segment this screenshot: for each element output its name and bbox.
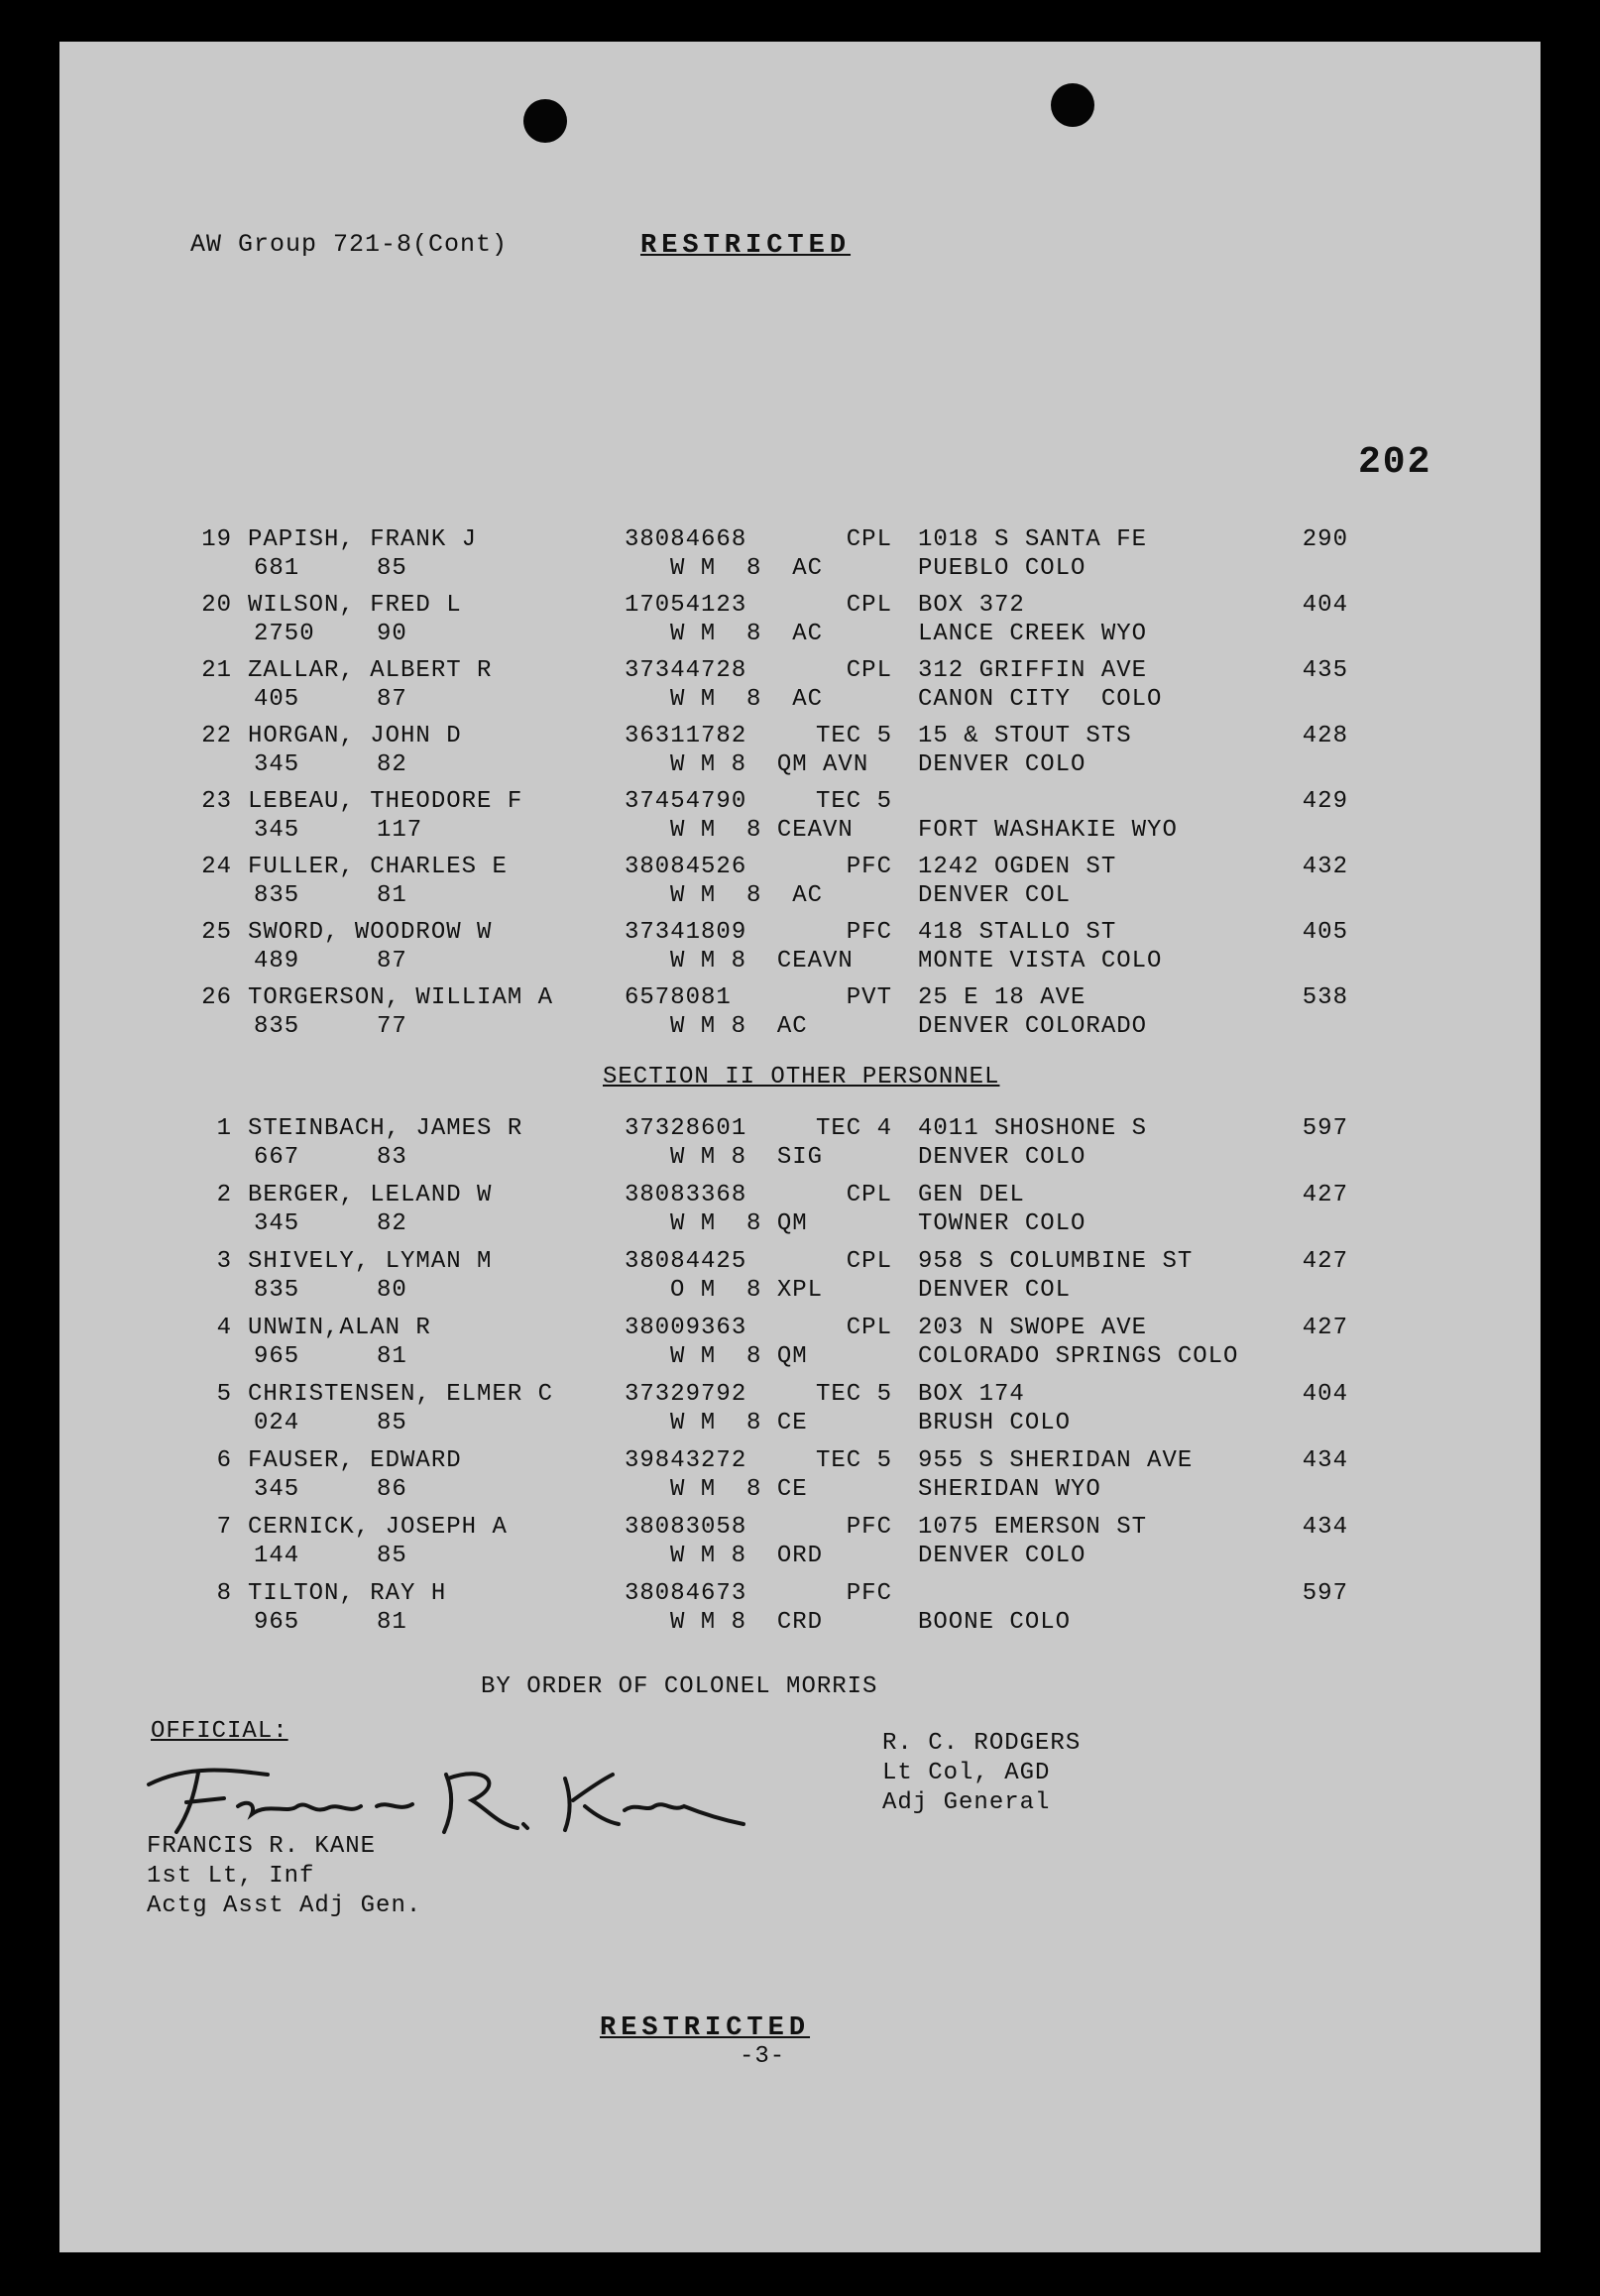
address-line-1: 1075 EMERSON ST bbox=[918, 1514, 1148, 1541]
code-number: 597 bbox=[1302, 1115, 1348, 1142]
personnel-name: LEBEAU, THEODORE F bbox=[248, 788, 523, 815]
aptitude-score: 86 bbox=[377, 1476, 407, 1503]
aptitude-score: 85 bbox=[377, 555, 407, 582]
address-line-2: TOWNER COLO bbox=[918, 1210, 1086, 1237]
punch-hole-right bbox=[1051, 83, 1094, 127]
serial-number: 39843272 bbox=[625, 1447, 747, 1474]
authority-title: Adj General bbox=[882, 1789, 1051, 1816]
serial-number: 38084425 bbox=[625, 1248, 747, 1275]
specialty-code: 681 bbox=[254, 555, 300, 582]
personnel-row bbox=[59, 722, 1541, 781]
personnel-row bbox=[59, 1247, 1541, 1307]
serial-number: 38084673 bbox=[625, 1580, 747, 1607]
personnel-row bbox=[59, 1579, 1541, 1639]
personnel-name: STEINBACH, JAMES R bbox=[248, 1115, 523, 1142]
document-reference: AW Group 721-8(Cont) bbox=[190, 230, 509, 259]
address-line-2: FORT WASHAKIE WYO bbox=[918, 817, 1178, 844]
grade: PVT bbox=[846, 984, 892, 1011]
aptitude-score: 81 bbox=[377, 882, 407, 909]
official-title: Actg Asst Adj Gen. bbox=[147, 1893, 422, 1919]
section-title: SECTION II OTHER PERSONNEL bbox=[603, 1064, 1000, 1091]
grade: TEC 4 bbox=[815, 1115, 892, 1142]
personnel-row bbox=[59, 1446, 1541, 1506]
personnel-row bbox=[59, 853, 1541, 912]
entry-number: 3 bbox=[216, 1248, 232, 1275]
code-number: 538 bbox=[1302, 984, 1348, 1011]
entry-number: 4 bbox=[216, 1315, 232, 1341]
address-line-2: PUEBLO COLO bbox=[918, 555, 1086, 582]
grade: CPL bbox=[846, 1182, 892, 1208]
personnel-name: FULLER, CHARLES E bbox=[248, 854, 508, 880]
specialty-code: 345 bbox=[254, 817, 300, 844]
authority-block bbox=[882, 1729, 1081, 1818]
specialty-code: 965 bbox=[254, 1609, 300, 1636]
personnel-row bbox=[59, 1114, 1541, 1174]
address-line-2: SHERIDAN WYO bbox=[918, 1476, 1101, 1503]
specialty-code: 835 bbox=[254, 882, 300, 909]
address-line-2: BOONE COLO bbox=[918, 1609, 1072, 1636]
personnel-row bbox=[59, 1513, 1541, 1572]
specialty-code: 667 bbox=[254, 1144, 300, 1171]
personnel-row bbox=[59, 525, 1541, 585]
personnel-row bbox=[59, 983, 1541, 1043]
personnel-name: WILSON, FRED L bbox=[248, 592, 462, 619]
specialty-code: 024 bbox=[254, 1410, 300, 1436]
race-sex-class-branch: W M 8 CE bbox=[670, 1476, 808, 1503]
entry-number: 19 bbox=[201, 526, 232, 553]
race-sex-class-branch: W M 8 AC bbox=[670, 621, 824, 647]
address-line-1: 203 N SWOPE AVE bbox=[918, 1315, 1148, 1341]
address-line-1: 418 STALLO ST bbox=[918, 919, 1117, 946]
entry-number: 21 bbox=[201, 657, 232, 684]
address-line-1: 958 S COLUMBINE ST bbox=[918, 1248, 1194, 1275]
classification-header: RESTRICTED bbox=[640, 231, 852, 261]
code-number: 435 bbox=[1302, 657, 1348, 684]
race-sex-class-branch: W M 8 AC bbox=[670, 1013, 808, 1040]
serial-number: 38083058 bbox=[625, 1514, 747, 1541]
entry-number: 26 bbox=[201, 984, 232, 1011]
aptitude-score: 82 bbox=[377, 1210, 407, 1237]
personnel-name: TORGERSON, WILLIAM A bbox=[248, 984, 554, 1011]
race-sex-class-branch: W M 8 AC bbox=[670, 555, 824, 582]
personnel-name: TILTON, RAY H bbox=[248, 1580, 447, 1607]
official-label: OFFICIAL: bbox=[151, 1718, 288, 1745]
grade: TEC 5 bbox=[815, 1381, 892, 1408]
personnel-name: SWORD, WOODROW W bbox=[248, 919, 493, 946]
aptitude-score: 90 bbox=[377, 621, 407, 647]
specialty-code: 835 bbox=[254, 1277, 300, 1304]
address-line-1: BOX 174 bbox=[918, 1381, 1025, 1408]
aptitude-score: 82 bbox=[377, 751, 407, 778]
address-line-1: 15 & STOUT STS bbox=[918, 723, 1132, 749]
race-sex-class-branch: W M 8 CRD bbox=[670, 1609, 824, 1636]
serial-number: 38084668 bbox=[625, 526, 747, 553]
code-number: 404 bbox=[1302, 592, 1348, 619]
address-line-2: DENVER COLO bbox=[918, 1144, 1086, 1171]
official-block bbox=[147, 1832, 421, 1921]
classification-footer: RESTRICTED bbox=[600, 2013, 811, 2043]
personnel-name: PAPISH, FRANK J bbox=[248, 526, 478, 553]
address-line-1: 1018 S SANTA FE bbox=[918, 526, 1148, 553]
aptitude-score: 81 bbox=[377, 1343, 407, 1370]
address-line-1: 955 S SHERIDAN AVE bbox=[918, 1447, 1194, 1474]
serial-number: 17054123 bbox=[625, 592, 747, 619]
punch-hole-left bbox=[523, 99, 567, 143]
entry-number: 1 bbox=[216, 1115, 232, 1142]
serial-number: 36311782 bbox=[625, 723, 747, 749]
personnel-row bbox=[59, 591, 1541, 650]
code-number: 434 bbox=[1302, 1514, 1348, 1541]
address-line-2: COLORADO SPRINGS COLO bbox=[918, 1343, 1239, 1370]
race-sex-class-branch: W M 8 QM AVN bbox=[670, 751, 869, 778]
code-number: 429 bbox=[1302, 788, 1348, 815]
entry-number: 2 bbox=[216, 1182, 232, 1208]
code-number: 427 bbox=[1302, 1182, 1348, 1208]
address-line-2: DENVER COLO bbox=[918, 1543, 1086, 1569]
grade: PFC bbox=[846, 1514, 892, 1541]
address-line-1: GEN DEL bbox=[918, 1182, 1025, 1208]
address-line-2: DENVER COLORADO bbox=[918, 1013, 1148, 1040]
aptitude-score: 80 bbox=[377, 1277, 407, 1304]
page-number-stamp: 202 bbox=[1358, 441, 1432, 484]
official-rank: 1st Lt, Inf bbox=[147, 1863, 315, 1890]
authority-name: R. C. RODGERS bbox=[882, 1730, 1082, 1757]
grade: TEC 5 bbox=[815, 1447, 892, 1474]
grade: CPL bbox=[846, 1248, 892, 1275]
entry-number: 6 bbox=[216, 1447, 232, 1474]
personnel-name: CHRISTENSEN, ELMER C bbox=[248, 1381, 554, 1408]
grade: PFC bbox=[846, 919, 892, 946]
personnel-row bbox=[59, 1181, 1541, 1240]
specialty-code: 345 bbox=[254, 751, 300, 778]
entry-number: 5 bbox=[216, 1381, 232, 1408]
personnel-row bbox=[59, 1380, 1541, 1439]
code-number: 597 bbox=[1302, 1580, 1348, 1607]
grade: PFC bbox=[846, 1580, 892, 1607]
aptitude-score: 81 bbox=[377, 1609, 407, 1636]
address-line-2: CANON CITY COLO bbox=[918, 686, 1163, 713]
specialty-code: 835 bbox=[254, 1013, 300, 1040]
race-sex-class-branch: W M 8 QM bbox=[670, 1343, 808, 1370]
race-sex-class-branch: W M 8 QM bbox=[670, 1210, 808, 1237]
entry-number: 23 bbox=[201, 788, 232, 815]
race-sex-class-branch: O M 8 XPL bbox=[670, 1277, 824, 1304]
personnel-row bbox=[59, 1314, 1541, 1373]
code-number: 427 bbox=[1302, 1248, 1348, 1275]
official-name: FRANCIS R. KANE bbox=[147, 1833, 377, 1860]
race-sex-class-branch: W M 8 AC bbox=[670, 882, 824, 909]
personnel-row bbox=[59, 918, 1541, 977]
grade: CPL bbox=[846, 657, 892, 684]
specialty-code: 405 bbox=[254, 686, 300, 713]
entry-number: 22 bbox=[201, 723, 232, 749]
address-line-1: 25 E 18 AVE bbox=[918, 984, 1086, 1011]
race-sex-class-branch: W M 8 SIG bbox=[670, 1144, 824, 1171]
personnel-name: UNWIN,ALAN R bbox=[248, 1315, 431, 1341]
entry-number: 25 bbox=[201, 919, 232, 946]
race-sex-class-branch: W M 8 ORD bbox=[670, 1543, 824, 1569]
personnel-name: HORGAN, JOHN D bbox=[248, 723, 462, 749]
specialty-code: 345 bbox=[254, 1476, 300, 1503]
address-line-2: BRUSH COLO bbox=[918, 1410, 1072, 1436]
code-number: 405 bbox=[1302, 919, 1348, 946]
footer-page-number: -3- bbox=[740, 2043, 786, 2070]
entry-number: 20 bbox=[201, 592, 232, 619]
code-number: 404 bbox=[1302, 1381, 1348, 1408]
grade: CPL bbox=[846, 1315, 892, 1341]
serial-number: 37454790 bbox=[625, 788, 747, 815]
personnel-name: SHIVELY, LYMAN M bbox=[248, 1248, 493, 1275]
aptitude-score: 87 bbox=[377, 686, 407, 713]
aptitude-score: 117 bbox=[377, 817, 423, 844]
race-sex-class-branch: W M 8 CE bbox=[670, 1410, 808, 1436]
address-line-2: LANCE CREEK WYO bbox=[918, 621, 1148, 647]
serial-number: 37341809 bbox=[625, 919, 747, 946]
address-line-1: BOX 372 bbox=[918, 592, 1025, 619]
code-number: 428 bbox=[1302, 723, 1348, 749]
grade: TEC 5 bbox=[815, 723, 892, 749]
aptitude-score: 77 bbox=[377, 1013, 407, 1040]
document-page bbox=[59, 42, 1541, 2252]
code-number: 432 bbox=[1302, 854, 1348, 880]
specialty-code: 2750 bbox=[254, 621, 315, 647]
signature-image bbox=[129, 1745, 763, 1844]
serial-number: 37344728 bbox=[625, 657, 747, 684]
code-number: 427 bbox=[1302, 1315, 1348, 1341]
serial-number: 37329792 bbox=[625, 1381, 747, 1408]
specialty-code: 965 bbox=[254, 1343, 300, 1370]
serial-number: 38083368 bbox=[625, 1182, 747, 1208]
entry-number: 8 bbox=[216, 1580, 232, 1607]
code-number: 290 bbox=[1302, 526, 1348, 553]
personnel-row bbox=[59, 787, 1541, 847]
serial-number: 38084526 bbox=[625, 854, 747, 880]
specialty-code: 345 bbox=[254, 1210, 300, 1237]
grade: CPL bbox=[846, 592, 892, 619]
authority-rank: Lt Col, AGD bbox=[882, 1760, 1051, 1786]
address-line-2: MONTE VISTA COLO bbox=[918, 948, 1163, 975]
personnel-name: FAUSER, EDWARD bbox=[248, 1447, 462, 1474]
race-sex-class-branch: W M 8 CEAVN bbox=[670, 948, 854, 975]
personnel-name: BERGER, LELAND W bbox=[248, 1182, 493, 1208]
grade: CPL bbox=[846, 526, 892, 553]
serial-number: 37328601 bbox=[625, 1115, 747, 1142]
grade: TEC 5 bbox=[815, 788, 892, 815]
race-sex-class-branch: W M 8 CEAVN bbox=[670, 817, 854, 844]
specialty-code: 144 bbox=[254, 1543, 300, 1569]
personnel-row bbox=[59, 656, 1541, 716]
address-line-1: 4011 SHOSHONE S bbox=[918, 1115, 1148, 1142]
serial-number: 6578081 bbox=[625, 984, 732, 1011]
entry-number: 24 bbox=[201, 854, 232, 880]
serial-number: 38009363 bbox=[625, 1315, 747, 1341]
address-line-1: 312 GRIFFIN AVE bbox=[918, 657, 1148, 684]
aptitude-score: 85 bbox=[377, 1410, 407, 1436]
entry-number: 7 bbox=[216, 1514, 232, 1541]
grade: PFC bbox=[846, 854, 892, 880]
aptitude-score: 87 bbox=[377, 948, 407, 975]
address-line-1: 1242 OGDEN ST bbox=[918, 854, 1117, 880]
personnel-name: CERNICK, JOSEPH A bbox=[248, 1514, 508, 1541]
personnel-name: ZALLAR, ALBERT R bbox=[248, 657, 493, 684]
address-line-2: DENVER COLO bbox=[918, 751, 1086, 778]
order-line: BY ORDER OF COLONEL MORRIS bbox=[481, 1673, 878, 1700]
aptitude-score: 83 bbox=[377, 1144, 407, 1171]
address-line-2: DENVER COL bbox=[918, 882, 1072, 909]
code-number: 434 bbox=[1302, 1447, 1348, 1474]
specialty-code: 489 bbox=[254, 948, 300, 975]
address-line-2: DENVER COL bbox=[918, 1277, 1072, 1304]
race-sex-class-branch: W M 8 AC bbox=[670, 686, 824, 713]
aptitude-score: 85 bbox=[377, 1543, 407, 1569]
